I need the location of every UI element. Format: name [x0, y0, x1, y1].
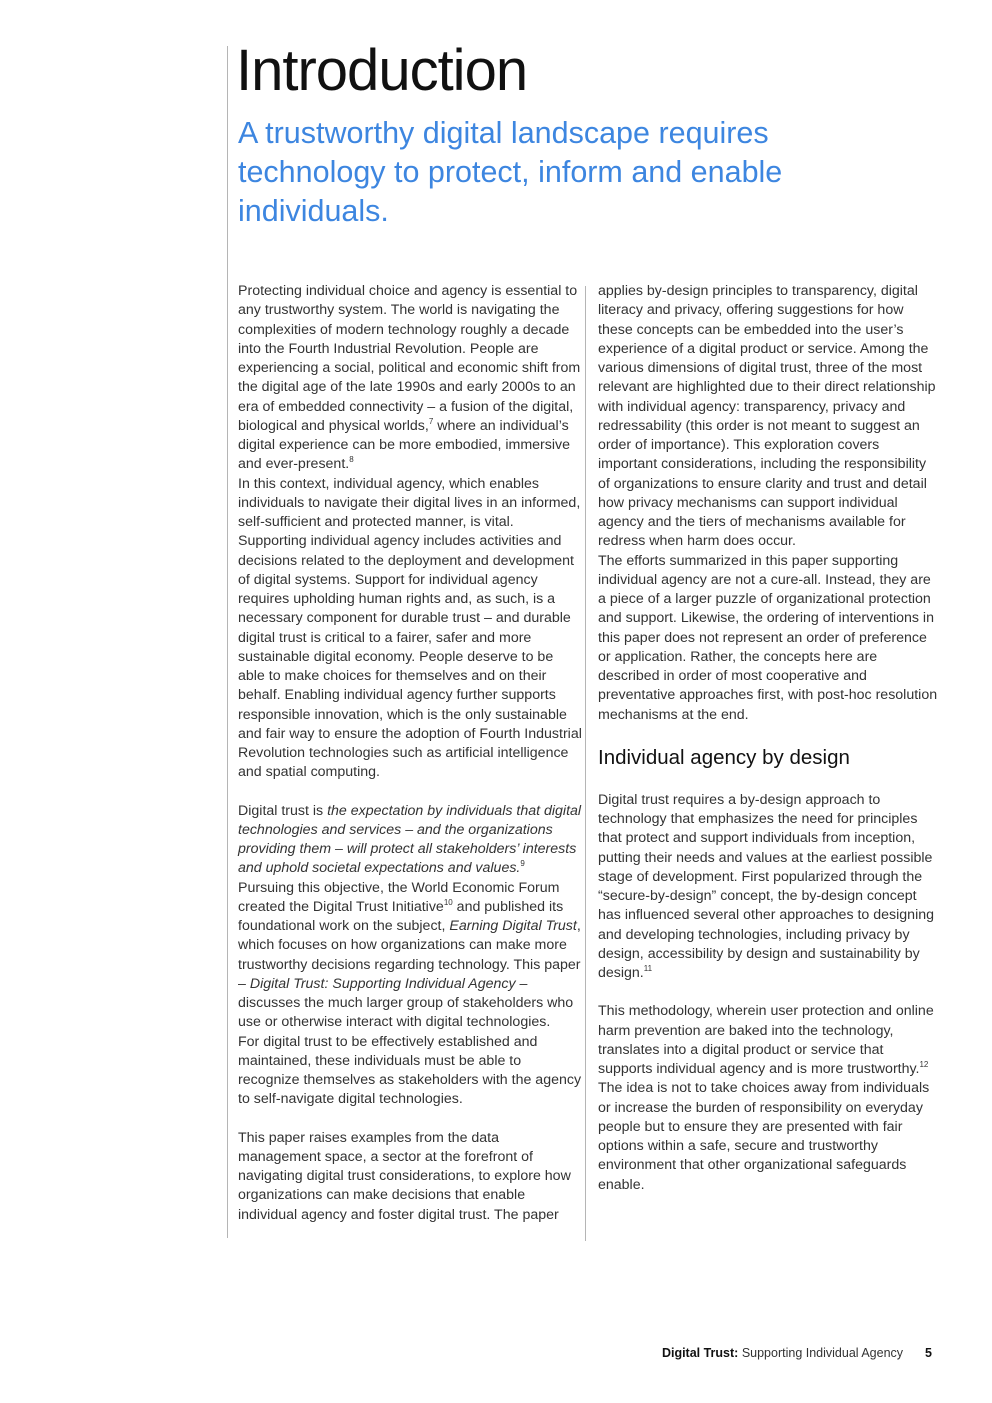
paragraph-text: , which focuses on how organizations can make more trustworthy decisions regarding technology. This paper – — [238, 918, 581, 992]
paragraph-text: Digital trust requires a by-design approach to technology that emphasizes the need for principles that protect and support individuals from inception, putting their needs and values at the earliest possible stage of development. First popularized through the “secure-by-design” concept, the by-design concept has influenced several other approaches to designing and developing technologies, including privacy by design, accessibility by design and sustainability by design. — [598, 791, 934, 981]
page-subtitle: A trustworthy digital landscape requires technology to protect, inform and enable individuals. — [238, 116, 783, 228]
body-paragraph — [598, 791, 938, 984]
footnote-ref: 9 — [520, 859, 525, 869]
running-title-rest: Supporting Individual Agency — [738, 1346, 904, 1360]
paragraph-text: Protecting individual choice and agency is essential to any trustworthy system. The world is navigating the complexities of modern technology roughly a decade into the Fourth Industrial Revolution. People are experiencing a social, political and economic shift from the digital age of the late 1990s and early 2000s to an era of embedded connectivity – a fusion of the digital, biological and physical worlds, — [238, 283, 581, 434]
section-heading: Individual agency by design — [598, 745, 850, 769]
paragraph-text: The idea is not to take choices away from individuals or increase the burden of responsibility on everyday people but to ensure they are presented with fair options within a safe, secure and trustworthy environment that other organizational safeguards enable. — [598, 1080, 930, 1193]
footnote-ref: 7 — [428, 416, 434, 426]
paragraph-text: and published its foundational work on the subject, — [238, 898, 564, 934]
paragraph-text: Digital trust is — [238, 802, 328, 819]
running-title — [662, 1346, 903, 1360]
left-margin-rule — [227, 46, 228, 1238]
publication-title: Digital Trust: Supporting Individual Agency — [249, 975, 516, 992]
definition-italic: the expectation by individuals that digital technologies and services – and the organizations providing them – will protect all stakeholders’ interests and uphold societal expectations and values. — [238, 802, 582, 877]
paragraph-text: Pursuing this objective, the World Economic Forum created the Digital Trust Initiative — [238, 879, 560, 915]
body-paragraph: applies by-design principles to transparency, digital literacy and privacy, offering suggestions for how these concepts can be embedded into the user’s experience of a digital product or service. Among the various dimensions of digital trust, three of the most relevant are highlighted due to their direct relationship with individual agency: transparency, privacy and redressability (this order is not meant to suggest an order of importance). This exploration covers important considerations, including the responsibility of organizations to ensure clarity and trust and detail how privacy mechanisms can support individual agency and the tiers of mechanisms available for redress when harm does occur. — [598, 283, 936, 550]
publication-title: Earning Digital Trust — [449, 918, 577, 934]
footnote-ref: 8 — [349, 455, 354, 465]
running-title-bold: Digital Trust: — [661, 1346, 739, 1360]
body-paragraph — [238, 802, 583, 1033]
page-number: 5 — [925, 1346, 932, 1360]
paragraph-text: – discusses the much larger group of stakeholders who use or otherwise interact with digital technologies. — [238, 975, 574, 1031]
body-paragraph — [238, 282, 583, 475]
right-column — [598, 282, 938, 1195]
body-paragraph: This paper raises examples from the data management space, a sector at the forefront of navigating digital trust considerations, to explore how organizations can make decisions that enable individual agency and foster digital trust. The paper — [238, 1129, 571, 1223]
paragraph-text: where an individual’s digital experience can be more embodied, immersive and ever-present. — [238, 417, 570, 473]
body-paragraph — [598, 1002, 938, 1195]
page-footer — [662, 1346, 932, 1360]
body-paragraph: The efforts summarized in this paper supporting individual agency are not a cure-all. Instead, they are a piece of a larger puzzle of organizational protection and support. Likewise, the ordering of interventions in this paper does not represent an order of preference or application. Rather, the concepts here are described in order of most cooperative and preventative approaches first, with post-hoc resolution mechanisms at the end. — [598, 552, 938, 723]
body-paragraph: In this context, individual agency, which enables individuals to navigate their digital lives in an informed, self-sufficient and protected manner, is vital. Supporting individual agency includes activities and decisions related to the deployment and development of digital systems. Support for individual agency requires upholding human rights and, as such, is a necessary component for durable trust – and durable digital trust is critical to a fairer, safer and more sustainable digital economy. People deserve to be able to make choices for themselves and on their behalf. Enabling individual agency further supports responsible innovation, which is the only sustainable and fair way to ensure the adoption of Fourth Industrial Revolution technologies such as artificial intelligence and spatial computing. — [238, 475, 582, 781]
paragraph-text: This methodology, wherein user protection and online harm prevention are baked into the technology, translates into a digital product or service that supports individual agency and is more trustworthy. — [598, 1003, 934, 1077]
left-column — [238, 282, 583, 1225]
page-title: Introduction — [236, 38, 528, 103]
footnote-ref: 11 — [643, 964, 653, 973]
body-paragraph: For digital trust to be effectively established and maintained, these individuals must be able to recognize themselves as stakeholders with the agency to self-navigate digital technologies. — [238, 1033, 582, 1108]
footnote-ref: 10 — [443, 897, 453, 907]
column-divider — [585, 286, 586, 1241]
footnote-ref: 12 — [919, 1060, 929, 1069]
